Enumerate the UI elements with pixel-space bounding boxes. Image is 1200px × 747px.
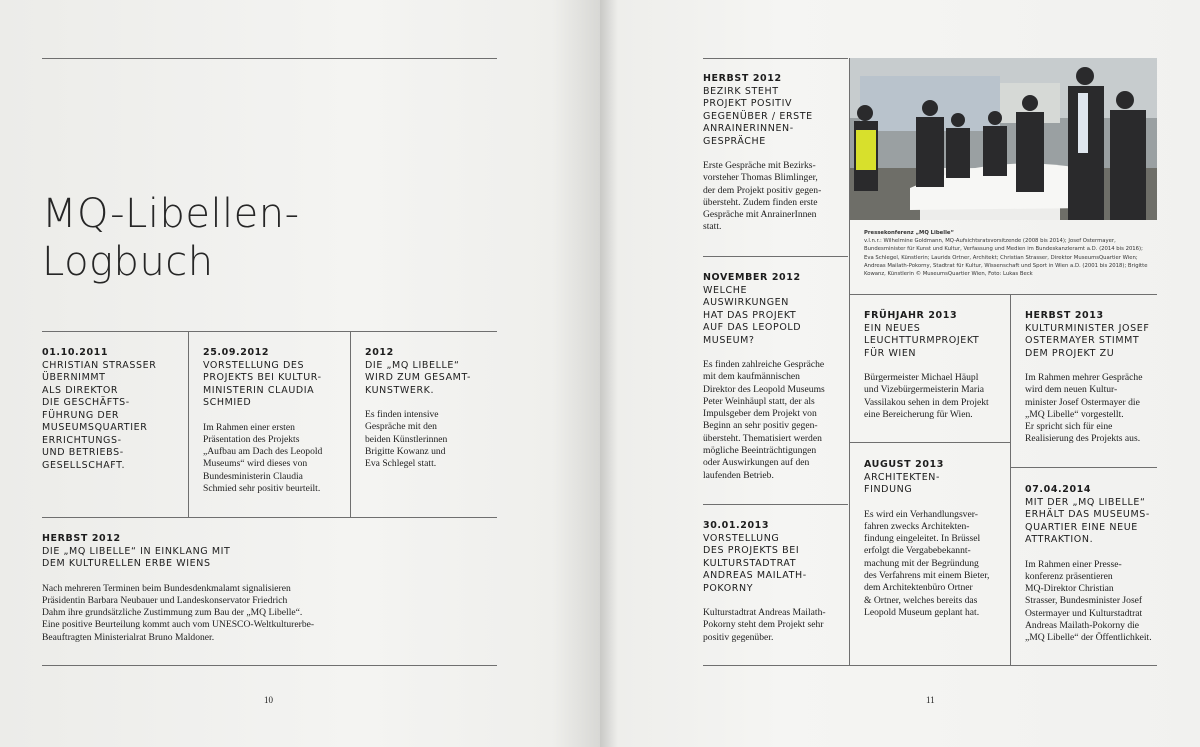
entry-body: Es finden zahlreiche Gespräche mit dem kaufmännischen Direktor des Leopold Museums Peter Weinhäupl statt, der als Impulsgeber dem Projekt von Beginn an sehr positiv gegen- übersteht. Thematisiert werden mögliche Beeinträchtigungen oder Auswirkungen auf den laufenden Betrieb. [703, 359, 825, 481]
entry-body: Nach mehreren Terminen beim Bundesdenkmalamt signalisieren Präsidentin Barbara Neubauer und Landeskonservator Friedrich Dahm ihre grundsätzliche Zustimmung zum Bau der „MQ Libelle“. Eine positive Beurteilung kommt auch vom UNESCO-Weltkulturerbe- Beauftragten Ministerialrat Bruno Maldoner. [42, 582, 315, 643]
timeline-entry [864, 310, 1006, 421]
entry-body: Es wird ein Verhandlungsver- fahren zwecks Architekten- findung eingeleitet. In Brüssel erfolgt die Vergabebekannt- machung mit der Begründung des Verfahrens mit einem Bieter, dem Architektenbüro Ortner & Ortner, welches bereits das Leopold Museum geplant hat. [864, 508, 990, 618]
row-rule [849, 294, 1157, 295]
entry-title: VORSTELLUNG DES PROJEKTS BEI KULTUR- MINISTERIN CLAUDIA SCHMIED [203, 359, 322, 408]
entry-date: 30.01.2013 [703, 520, 770, 531]
entry-title: MIT DER „MQ LIBELLE“ ERHÄLT DAS MUSEUMS- QUARTIER EINE NEUE ATTRAKTION. [1025, 496, 1150, 545]
entry-date: 01.10.2011 [42, 347, 109, 358]
timeline-entry [365, 347, 495, 470]
column-divider [188, 331, 189, 517]
page-number: 11 [926, 695, 935, 705]
entry-body: Im Rahmen einer ersten Präsentation des Projekts „Aufbau am Dach des Leopold Museums“ wird dieses von Bundesministerin Claudia Schmied sehr positiv beurteilt. [203, 421, 323, 494]
entry-title: BEZIRK STEHT PROJEKT POSITIV GEGENÜBER / ERSTE ANRAINERINNEN- GESPRÄCHE [703, 85, 813, 147]
timeline-entry [42, 533, 482, 644]
entry-date: 25.09.2012 [203, 347, 270, 358]
row-rule [42, 331, 497, 332]
entry-date: HERBST 2012 [42, 533, 121, 544]
entry-date: 2012 [365, 347, 394, 358]
entry-body: Kulturstadtrat Andreas Mailath- Pokorny steht dem Projekt sehr positiv gegenüber. [703, 607, 826, 643]
entry-body: Bürgermeister Michael Häupl und Vizebürgermeisterin Maria Vassilakou sehen in dem Projekt eine Bereicherung für Wien. [864, 372, 989, 420]
row-rule [703, 504, 848, 505]
row-rule [703, 256, 848, 257]
entry-title: EIN NEUES LEUCHTTURMPROJEKT FÜR WIEN [864, 322, 980, 359]
column-divider [1010, 294, 1011, 665]
page-number: 10 [264, 695, 273, 705]
entry-body: Es finden intensive Gespräche mit den beiden Künstlerinnen Brigitte Kowanz und Eva Schlegel statt. [365, 409, 448, 470]
caption-text: v.l.n.r.: Wilhelmine Goldmann, MQ-Aufsichtsratsvorsitzende (2008 bis 2014); Josef Ostermayer, Bundesminister für Kunst und Kultur, Verfassung und Medien im Bundeskanzleramt a.D. (2014 bis 2016); Eva Schlegel, Künstlerin; Laurids Ortner, Architekt; Christian Strasser, Direktor MuseumsQuartier Wien; Andreas Mailath-Pokorny, Stadtrat für Kultur, Wissenschaft und Sport in Wien a.D. (2001 bis 2018); Brigitte Kowanz, Künstlerin © MuseumsQuartier Wien, Foto: Lukas Beck [864, 238, 1148, 278]
entry-date: 07.04.2014 [1025, 484, 1092, 495]
entry-date: FRÜHJAHR 2013 [864, 310, 958, 321]
entry-date: NOVEMBER 2012 [703, 272, 801, 283]
entry-date: HERBST 2013 [1025, 310, 1104, 321]
timeline-entry [703, 272, 843, 482]
row-rule [1010, 467, 1157, 468]
timeline-entry [703, 73, 843, 234]
top-rule [42, 58, 497, 59]
entry-title: DIE „MQ LIBELLE“ IN EINKLANG MIT DEM KULTURELLEN ERBE WIENS [42, 545, 231, 569]
photo-caption [864, 229, 1154, 278]
timeline-entry [42, 347, 184, 472]
entry-date: HERBST 2012 [703, 73, 782, 84]
entry-title: VORSTELLUNG DES PROJEKTS BEI KULTURSTADTRAT ANDREAS MAILATH- POKORNY [703, 532, 807, 594]
timeline-entry [203, 347, 348, 495]
row-rule [849, 442, 1010, 443]
timeline-entry [703, 520, 843, 644]
column-divider [350, 331, 351, 517]
timeline-entry [1025, 310, 1157, 446]
entry-title: KULTURMINISTER JOSEF OSTERMAYER STIMMT DEM PROJEKT ZU [1025, 322, 1150, 359]
caption-title: Pressekonferenz „MQ Libelle“ [864, 230, 954, 236]
entry-title: ARCHITEKTEN- FINDUNG [864, 471, 941, 495]
entry-title: DIE „MQ LIBELLE“ WIRD ZUM GESAMT- KUNSTWERK. [365, 359, 472, 396]
entry-title: CHRISTIAN STRASSER ÜBERNIMMT ALS DIREKTOR DIE GESCHÄFTS- FÜHRUNG DER MUSEUMSQUARTIER ERRICHTUNGS- UND BETRIEBS- GESELLSCHAFT. [42, 359, 157, 471]
page-title: MQ-Libellen- Logbuch [42, 191, 300, 285]
press-conference-photo [850, 58, 1157, 220]
bottom-rule [703, 665, 1157, 666]
entry-body: Im Rahmen mehrer Gespräche wird dem neuen Kultur- minister Josef Ostermayer die „MQ Libelle“ vorgestellt. Er spricht sich für eine Realisierung des Projekts aus. [1025, 372, 1143, 445]
timeline-entry [1025, 484, 1157, 645]
top-rule [703, 58, 848, 59]
entry-body: Im Rahmen einer Presse- konferenz präsentieren MQ-Direktor Christian Strasser, Bundesminister Josef Ostermayer und Kulturstadtrat Andreas Mailath-Pokorny die „MQ Libelle“ der Öffentlichkeit. [1025, 558, 1152, 644]
entry-body: Erste Gespräche mit Bezirks- vorsteher Thomas Blimlinger, der dem Projekt positiv gegen- übersteht. Zudem finden erste Gespräche mit AnrainerInnen statt. [703, 160, 822, 233]
timeline-entry [864, 459, 1006, 619]
row-rule [42, 517, 497, 518]
bottom-rule [42, 665, 497, 666]
entry-date: AUGUST 2013 [864, 459, 944, 470]
entry-title: WELCHE AUSWIRKUNGEN HAT DAS PROJEKT AUF DAS LEOPOLD MUSEUM? [703, 284, 802, 346]
